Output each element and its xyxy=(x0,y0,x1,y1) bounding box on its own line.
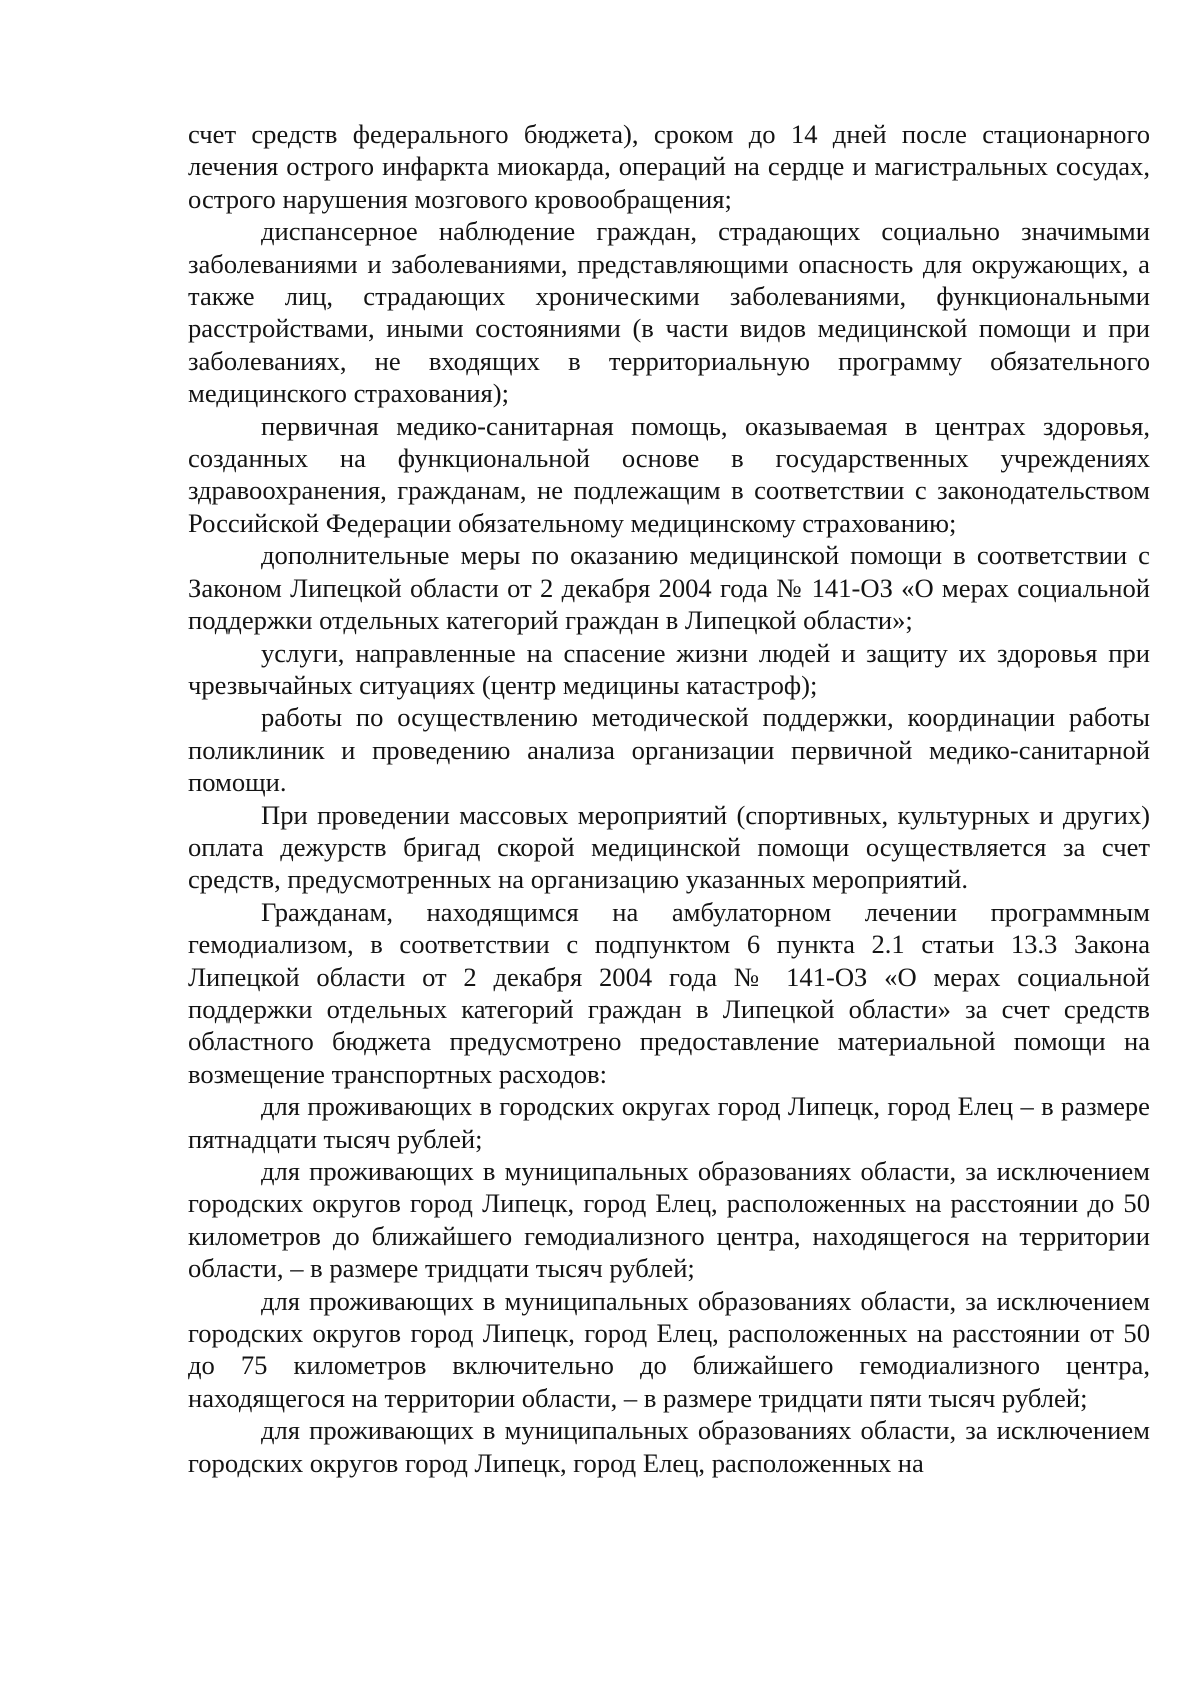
paragraph-8: Гражданам, находящимся на амбулаторном лечении программным гемодиализом, в соответствии с подпунктом 6 пункта 2.1 статьи 13.3 Закона Липецкой области от 2 декабря 2004 года № 141-ОЗ «О мерах социальной поддержки отдельных категорий граждан в Липецкой области» за счет средств областного бюджета предусмотрено предоставление материальной помощи на возмещение транспортных расходов: xyxy=(188,896,1150,1089)
paragraph-5: услуги, направленные на спасение жизни людей и защиту их здоровья при чрезвычайных ситуациях (центр медицины катастроф); xyxy=(188,637,1150,700)
paragraph-9: для проживающих в городских округах город Липецк, город Елец – в размере пятнадцати тысяч рублей; xyxy=(188,1091,1150,1154)
paragraph-4: дополнительные меры по оказанию медицинской помощи в соответствии с Законом Липецкой области от 2 декабря 2004 года № 141-ОЗ «О мерах социальной поддержки отдельных категорий граждан в Липецкой области»; xyxy=(188,540,1150,636)
paragraph-11: для проживающих в муниципальных образованиях области, за исключением городских округов город Липецк, город Елец, расположенных на расстоянии от 50 до 75 километров включительно до ближайшего гемодиализного центра, находящегося на территории области, – в размере тридцати пяти тысяч рублей; xyxy=(188,1285,1150,1413)
paragraph-6: работы по осуществлению методической поддержки, координации работы поликлиник и проведению анализа организации первичной медико-санитарной помощи. xyxy=(188,702,1150,798)
paragraph-12: для проживающих в муниципальных образованиях области, за исключением городских округов город Липецк, город Елец, расположенных на xyxy=(188,1415,1150,1478)
paragraph-7: При проведении массовых мероприятий (спортивных, культурных и других) оплата дежурств бригад скорой медицинской помощи осуществляется за счет средств, предусмотренных на организацию указанных мероприятий. xyxy=(188,799,1150,895)
paragraph-1: счет средств федерального бюджета), сроком до 14 дней после стационарного лечения острого инфаркта миокарда, операций на сердце и магистральных сосудах, острого нарушения мозгового кровообращения; xyxy=(188,119,1150,214)
document-body xyxy=(188,118,1150,1479)
paragraph-3: первичная медико-санитарная помощь, оказываемая в центрах здоровья, созданных на функциональной основе в государственных учреждениях здравоохранения, гражданам, не подлежащим в соответствии с законодательством Российской Федерации обязательному медицинскому страхованию; xyxy=(188,410,1150,538)
paragraph-10: для проживающих в муниципальных образованиях области, за исключением городских округов город Липецк, город Елец, расположенных на расстоянии до 50 километров до ближайшего гемодиализного центра, находящегося на территории области, – в размере тридцати тысяч рублей; xyxy=(188,1156,1150,1284)
paragraph-2: диспансерное наблюдение граждан, страдающих социально значимыми заболеваниями и заболеваниями, представляющими опасность для окружающих, а также лиц, страдающих хроническими заболеваниями, функциональными расстройствами, иными состояниями (в части видов медицинской помощи и при заболеваниях, не входящих в территориальную программу обязательного медицинского страхования); xyxy=(188,216,1150,409)
